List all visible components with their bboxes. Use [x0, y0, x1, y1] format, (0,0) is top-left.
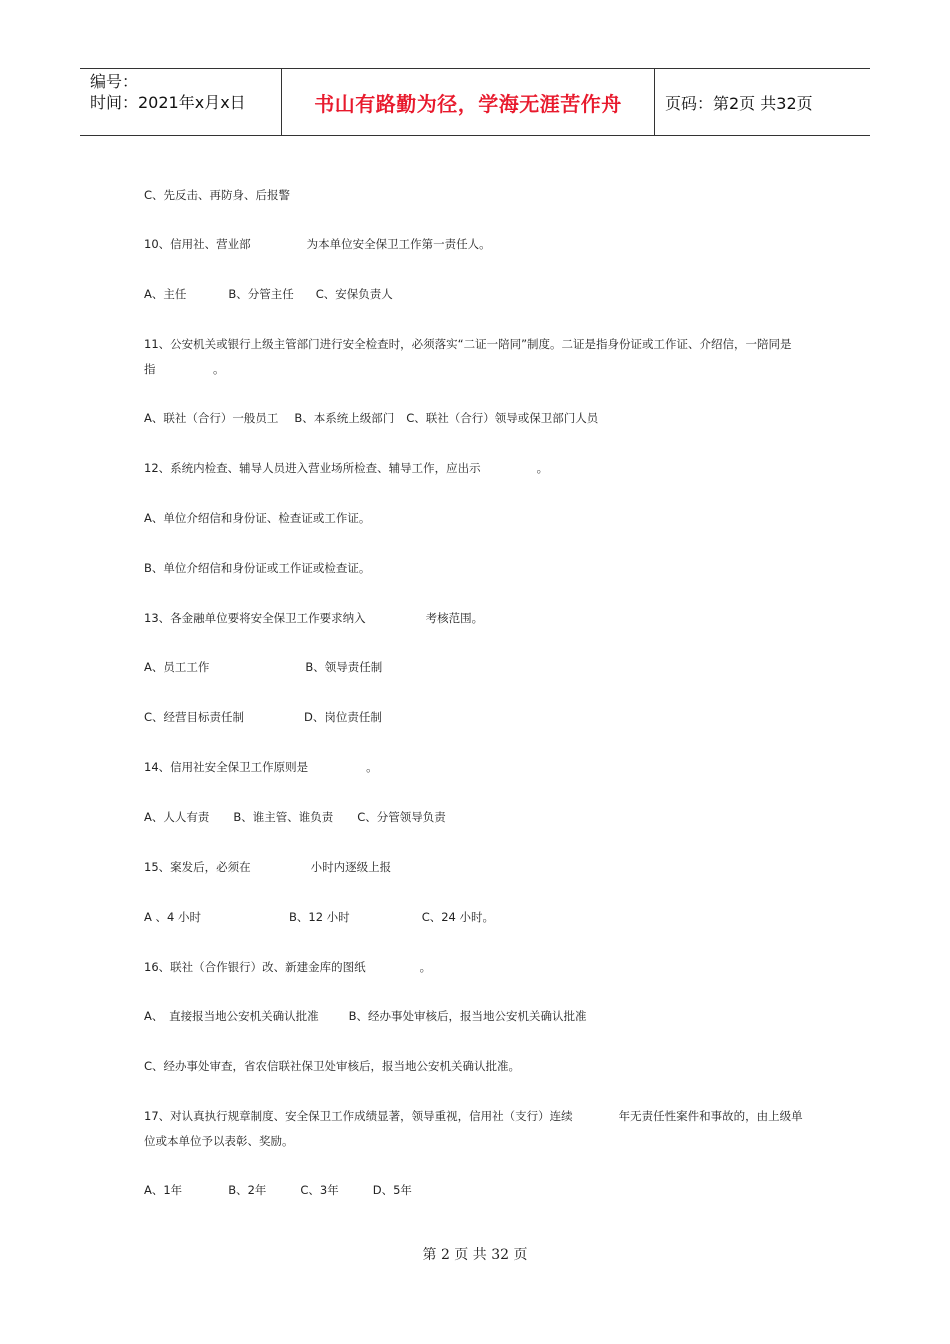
number-label: 编号：: [90, 72, 139, 91]
options-13b: [144, 705, 830, 730]
question-10: [144, 232, 830, 257]
page-label: 页码：第2页 共32页: [665, 93, 813, 113]
option: A、1年: [144, 1183, 183, 1197]
option: A 、4 小时: [144, 910, 201, 924]
question-text: 考核范围。: [425, 611, 484, 625]
question-text: 15、案发后，必须在: [144, 860, 251, 874]
option: B、分管主任: [228, 287, 294, 301]
time-label: 时间：2021年x月x日: [90, 93, 246, 112]
option: A、 直接报当地公安机关确认批准: [144, 1009, 319, 1023]
question-11: 11、公安机关或银行上级主管部门进行安全检查时，必须落实“二证一陪同”制度。二证是指身份证或工作证、介绍信，一陪同是指 。: [144, 337, 792, 376]
option: B、本系统上级部门: [294, 411, 395, 425]
option: A、人人有责: [144, 810, 210, 824]
option: C、3年: [300, 1183, 339, 1197]
motto: 书山有路勤为径，学海无涯苦作舟: [314, 91, 622, 116]
header-page-cell: [655, 69, 870, 135]
option: A、员工工作: [144, 660, 210, 674]
header-info: [80, 69, 282, 135]
option: A、主任: [144, 287, 187, 301]
option: C、联社（合行）领导或保卫部门人员: [406, 411, 599, 425]
question-17: 17、对认真执行规章制度、安全保卫工作成绩显著，领导重视，信用社（支行）连续 年无责任性案件和事故的，由上级单位或本单位予以表彰、奖励。: [144, 1109, 803, 1148]
option: B、领导责任制: [305, 660, 383, 674]
page-header: [80, 68, 870, 136]
question-12: [144, 456, 830, 481]
options-16: [144, 1004, 830, 1029]
question-text: 12、系统内检查、辅导人员进入营业场所检查、辅导工作，应出示: [144, 461, 481, 475]
question-14: [144, 755, 830, 780]
question-text: 14、信用社安全保卫工作原则是: [144, 760, 309, 774]
question-text: 16、联社（合作银行）改、新建金库的图纸: [144, 960, 366, 974]
options-11: [144, 406, 830, 431]
option: B、12 小时: [289, 910, 350, 924]
option: C、安保负责人: [315, 287, 393, 301]
option: B、谁主管、谁负责: [233, 810, 334, 824]
option: C、经营目标责任制: [144, 710, 245, 724]
options-17: [144, 1178, 830, 1203]
option: C、分管领导负责: [357, 810, 446, 824]
options-14: [144, 805, 830, 830]
header-motto-cell: [282, 69, 655, 135]
option-12a: A、单位介绍信和身份证、检查证或工作证。: [144, 511, 371, 525]
option: B、经办事处审核后，报当地公安机关确认批准: [348, 1009, 587, 1023]
question-15: [144, 855, 830, 880]
option: D、5年: [372, 1183, 412, 1197]
question-text: 为本单位安全保卫工作第一责任人。: [306, 237, 491, 251]
question-16: [144, 955, 830, 980]
page-footer: 第 2 页 共 32 页: [422, 1247, 528, 1263]
question-text: 。: [536, 461, 549, 475]
options-15: [144, 905, 830, 930]
question-text: 13、各金融单位要将安全保卫工作要求纳入: [144, 611, 366, 625]
option-16c: C、经办事处审查，省农信联社保卫处审核后，报当地公安机关确认批准。: [144, 1059, 521, 1073]
question-text: 。: [419, 960, 432, 974]
option: C、24 小时。: [421, 910, 495, 924]
option: A、联社（合行）一般员工: [144, 411, 279, 425]
option-line: C、先反击、再防身、后报警: [144, 188, 291, 202]
question-13: [144, 606, 830, 631]
question-text: 小时内逐级上报: [310, 860, 392, 874]
options-10: [144, 282, 830, 307]
option: B、2年: [228, 1183, 267, 1197]
question-text: 。: [366, 760, 378, 774]
options-13a: [144, 655, 830, 680]
question-text: 10、信用社、营业部: [144, 237, 251, 251]
option: D、岗位责任制: [304, 710, 382, 724]
option-12b: B、单位介绍信和身份证或工作证或检查证。: [144, 561, 371, 575]
